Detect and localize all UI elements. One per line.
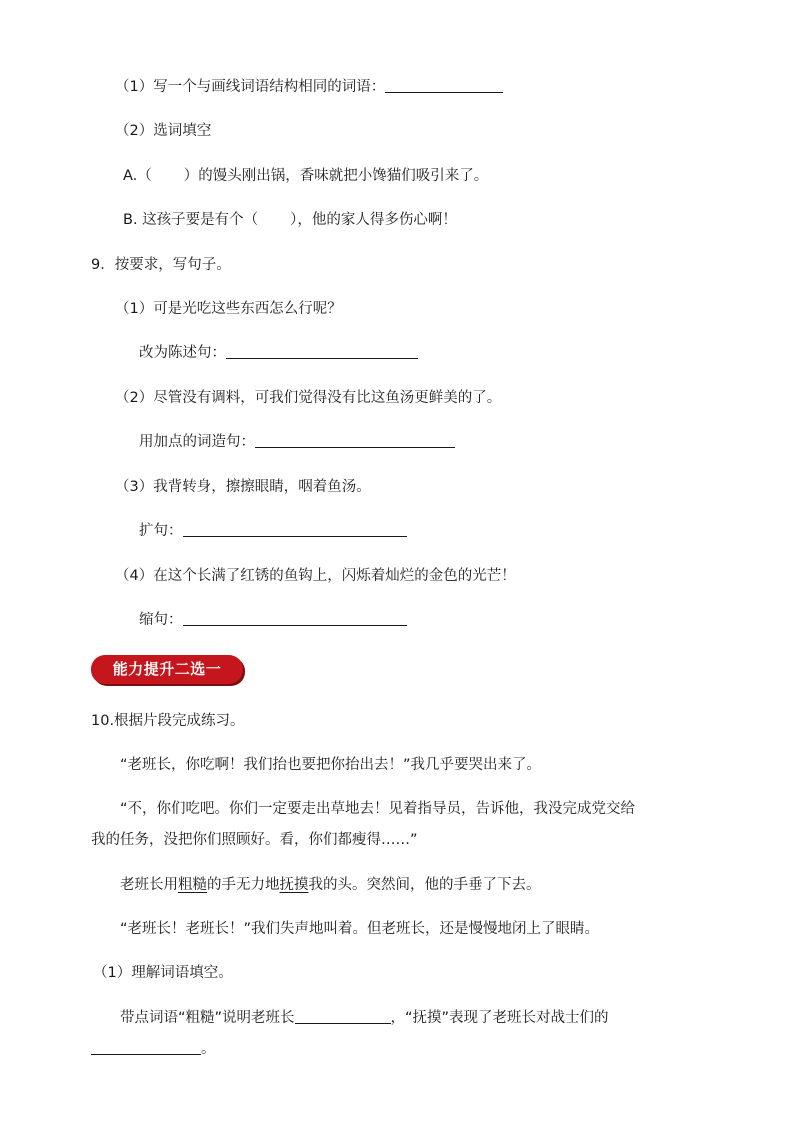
q10-p3-word-fumo: 抚摸 xyxy=(279,877,309,893)
q8-option-a-text: ）的馒头刚出锅，香味就把小馋猫们吸引来了。 xyxy=(183,168,489,184)
q10-p3-post: 我的头。突然间，他的手垂了下去。 xyxy=(308,877,541,893)
q8-option-b-prefix: B. 这孩子要是有个（ xyxy=(123,212,259,228)
q9-s2-task-label: 用加点的词造句： xyxy=(139,434,255,450)
q8-sub1-answer-blank[interactable] xyxy=(385,77,503,93)
q8-sub1-text: （1）写一个与画线词语结构相同的词语： xyxy=(115,79,386,95)
q8-option-b xyxy=(123,210,457,230)
q9-s1-task-label: 改为陈述句： xyxy=(139,345,226,361)
q9-s3-answer-blank[interactable] xyxy=(183,521,407,537)
q10-passage-p3 xyxy=(120,875,541,895)
q8-sub1 xyxy=(115,77,503,97)
q9-s1: （1）可是光吃这些东西怎么行呢？ xyxy=(115,301,342,317)
q10-sub1: （1）理解词语填空。 xyxy=(93,965,233,981)
q10-p3-pre: 老班长用 xyxy=(120,877,178,893)
q8-option-b-text: ），他的家人得多伤心啊！ xyxy=(290,212,457,228)
q9-s4-task-label: 缩句： xyxy=(139,612,183,628)
q9-s2: （2）尽管没有调料，可我们觉得没有比这鱼汤更鲜美的了。 xyxy=(115,390,502,406)
q8-option-a xyxy=(123,166,488,186)
q9-title: 9．按要求，写句子。 xyxy=(91,257,231,273)
q9-s4: （4）在这个长满了红锈的鱼钩上，闪烁着灿烂的金色的光芒！ xyxy=(115,568,516,584)
q9-s3-task-label: 扩句： xyxy=(139,523,183,539)
section-badge: 能力提升二选一 xyxy=(91,655,243,684)
q10-sub1-blank2[interactable] xyxy=(91,1039,201,1055)
q9-s4-task xyxy=(139,610,407,630)
q10-sub1-end: 。 xyxy=(201,1041,216,1057)
q10-sub1-blank1[interactable] xyxy=(295,1008,391,1024)
q10-passage-p4: “老班长！老班长！”我们失声地叫着。但老班长，还是慢慢地闭上了眼睛。 xyxy=(120,921,600,937)
q10-sub1-line2 xyxy=(91,1039,216,1059)
q8-option-a-prefix: A.（ xyxy=(123,168,152,184)
q10-passage-p1: “老班长，你吃啊！我们抬也要把你抬出去！”我几乎要哭出来了。 xyxy=(120,757,542,773)
q10-passage-p2a: “不，你们吃吧。你们一定要走出草地去！见着指导员，告诉他，我没完成党交给 xyxy=(120,801,636,817)
q10-sub1-line1 xyxy=(120,1008,609,1028)
q10-sub1-text-a: 带点词语“粗糙”说明老班长 xyxy=(120,1010,295,1026)
q9-s1-answer-blank[interactable] xyxy=(226,343,418,359)
q10-passage-p2b: 我的任务，没把你们照顾好。看，你们都瘦得……” xyxy=(91,832,418,848)
q9-s3: （3）我背转身，擦擦眼睛，咽着鱼汤。 xyxy=(115,479,371,495)
q10-title: 10.根据片段完成练习。 xyxy=(91,713,245,729)
q10-p3-word-cucao: 粗糙 xyxy=(178,877,207,893)
q9-s2-answer-blank[interactable] xyxy=(255,432,455,448)
q8-sub2: （2）选词填空 xyxy=(115,123,212,139)
q10-p3-mid: 的手无力地 xyxy=(207,877,280,893)
q9-s1-task xyxy=(139,343,418,363)
q9-s3-task xyxy=(139,521,407,541)
q9-s4-answer-blank[interactable] xyxy=(183,610,407,626)
q10-sub1-text-b: ，“抚摸”表现了老班长对战士们的 xyxy=(390,1010,609,1026)
q9-s2-task xyxy=(139,432,455,452)
